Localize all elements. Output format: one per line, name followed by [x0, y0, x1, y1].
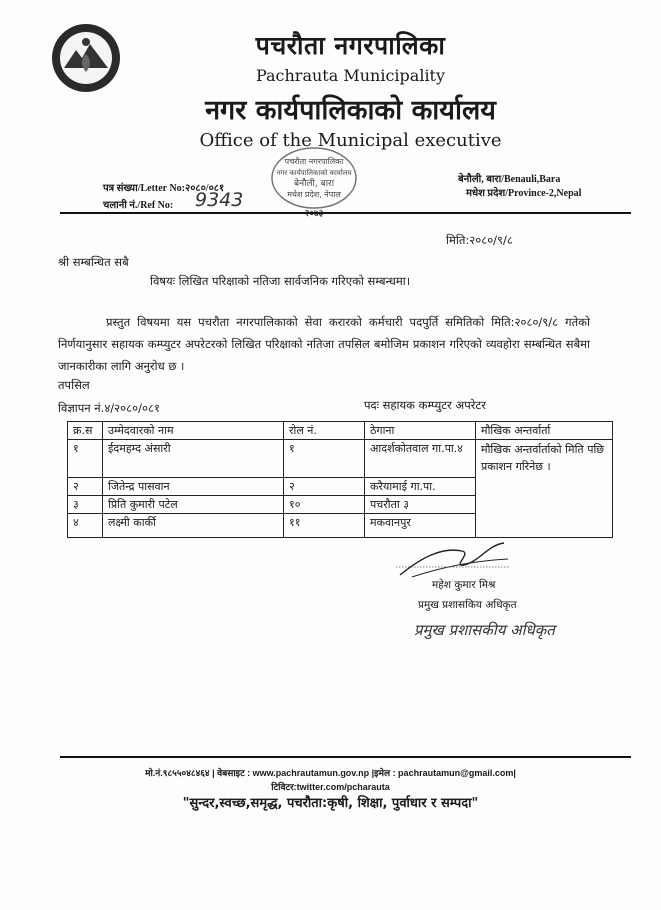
- ref-number-handwritten: 9343: [195, 189, 244, 211]
- subject: विषयः लिखित परिक्षाको नतिजा सार्वजनिक गरिएको सम्बन्धमा।: [150, 274, 411, 288]
- cell-roll: ११: [284, 514, 365, 538]
- header-divider: [60, 212, 631, 214]
- cell-name: लक्ष्मी कार्की: [103, 514, 284, 538]
- cell-address: मकवानपुर: [365, 514, 476, 538]
- post-name: पदः सहायक कम्प्युटर अपरेटर: [364, 398, 486, 412]
- cell-sn: ४: [68, 514, 103, 538]
- advert-number: विज्ञापन नं.४/२०८०/०८१: [58, 401, 160, 415]
- table-header-row: [68, 422, 613, 440]
- signature: [392, 537, 512, 581]
- cell-sn: १: [68, 440, 103, 478]
- date: मिति:२०८०/९/८: [446, 233, 513, 247]
- ref-number-label: चलानी नं./Ref No:: [103, 200, 174, 211]
- col-address: ठेगाना: [365, 422, 476, 440]
- cell-roll: १: [284, 440, 365, 478]
- stamp-text-1: पचरौता नगरपालिका: [284, 157, 344, 166]
- cell-name: प्रिति कुमारी पटेल: [103, 496, 284, 514]
- footer-contact: मो.नं.९८५५०४८४६४ | वेबसाइट : www.pachrautamun.gov.np |इमेल : pachrautamun@gmail.com|: [145, 768, 516, 778]
- cell-name: जितेन्द्र पासवान: [103, 478, 284, 496]
- location-line-2: मधेश प्रदेश/Province-2,Nepal: [466, 188, 582, 199]
- stamp-text-4: मधेश प्रदेश, नेपाल: [287, 190, 341, 199]
- stamp-text-2: नगर कार्यपालिकाको कार्यालय: [276, 169, 352, 177]
- recipient: श्री सम्बन्धित सबै: [58, 255, 129, 269]
- office-name-english: Office of the Municipal executive: [199, 130, 502, 151]
- footer-slogan: "सुन्दर,स्वच्छ,समृद्ध, पचरौता:कृषी, शिक्षा, पुर्वाधार र सम्पदा": [182, 796, 479, 811]
- tapasil-label: तपसिल: [58, 378, 90, 392]
- col-name: उम्मेदवारको नाम: [103, 422, 284, 440]
- signatory-stamp: प्रमुख प्रशासकीय अधिकृत: [414, 621, 555, 639]
- footer-divider: [60, 756, 631, 758]
- cell-interview-note: मौखिक अन्तर्वार्ताको मिति पछि प्रकाशन गरिनेछ ।: [476, 440, 613, 538]
- letter-number: पत्र संख्या/Letter No:२०८०/०८१: [103, 183, 225, 194]
- cell-sn: ३: [68, 496, 103, 514]
- cell-address: आदर्शकोतवाल गा.पा.४: [365, 440, 476, 478]
- office-stamp: [266, 142, 362, 222]
- result-table: [67, 421, 613, 538]
- cell-address: पचरौता ३: [365, 496, 476, 514]
- cell-sn: २: [68, 478, 103, 496]
- office-name-nepali: नगर कार्यपालिकाको कार्यालय: [205, 95, 496, 126]
- stamp-text-3: बेनौली, बारा: [293, 179, 335, 189]
- location-line-1: बेनौली, बारा/Benauli,Bara: [458, 174, 561, 185]
- stamp-year: २०७३: [304, 209, 324, 219]
- body-paragraph: प्रस्तुत विषयमा यस पचरौता नगरपालिकाको सेवा करारको कर्मचारी पदपुर्ति समितिको मिति:२०८०/९/८ गतेको निर्णयानुसार सहायक कम्प्युटर अपरेटरको लिखित परिक्षाको नतिजा तपसिल बमोजिम प्रकाशन गरिएको व्यवहोरा सम्बन्धित सबैमा जानकारीका लागि अनुरोध छ ।: [58, 315, 590, 373]
- municipality-name-english: Pachrauta Municipality: [255, 66, 446, 85]
- footer-twitter: टिविटर:twitter.com/pcharauta: [271, 782, 390, 792]
- col-interview: मौखिक अन्तर्वार्ता: [476, 422, 613, 440]
- municipality-name-nepali: पचरौता नगरपालिका: [255, 31, 446, 60]
- cell-name: ईदमहम्द अंसारी: [103, 440, 284, 478]
- col-roll: रोल नं.: [284, 422, 365, 440]
- signatory-title: प्रमुख प्रशासकिय अधिकृत: [418, 599, 517, 611]
- cell-roll: १०: [284, 496, 365, 514]
- signatory-name: महेश कुमार मिश्र: [432, 579, 496, 591]
- cell-roll: २: [284, 478, 365, 496]
- col-sn: क्र.स: [68, 422, 103, 440]
- table-row: [68, 440, 613, 478]
- cell-address: करैयामाई गा.पा.: [365, 478, 476, 496]
